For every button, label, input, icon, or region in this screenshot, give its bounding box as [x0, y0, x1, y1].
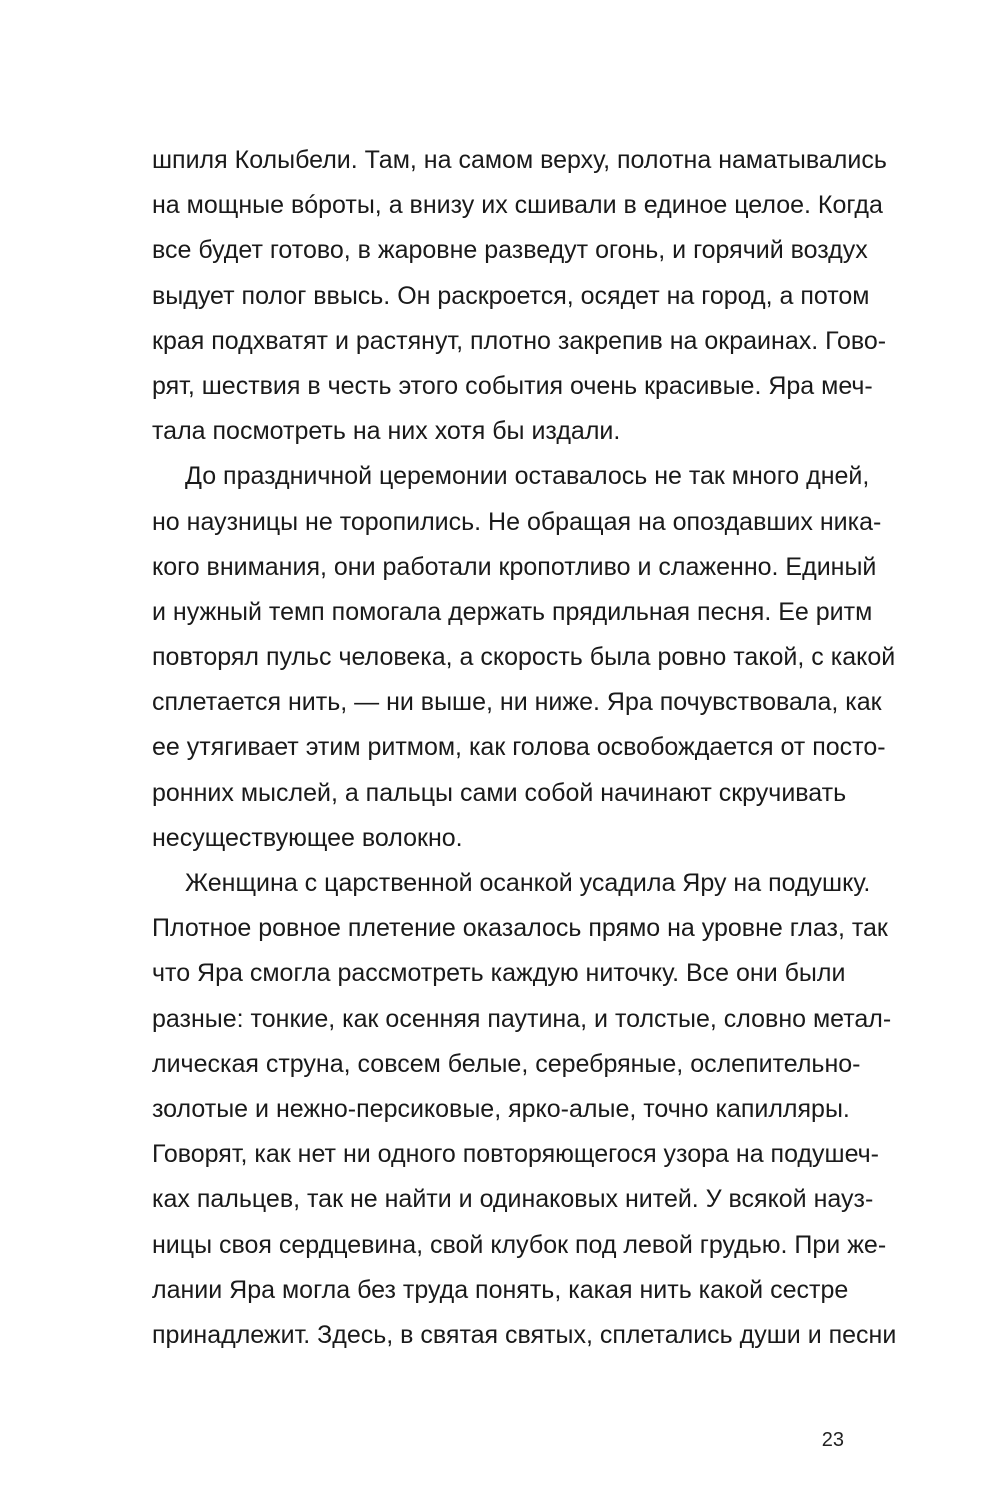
text-line: ках пальцев, так не найти и одинаковых нитей. У всякой науз-	[152, 1185, 874, 1214]
paragraph	[152, 138, 887, 454]
text-line: и нужный темп помогала держать прядильная песня. Ее ритм	[152, 597, 873, 626]
text-line: ронних мыслей, а пальцы сами собой начинают скручивать	[152, 778, 847, 807]
text-line: Плотное ровное плетение оказалось прямо на уровне глаз, так	[152, 914, 888, 943]
page-number: 23	[821, 1429, 844, 1451]
text-line: тала посмотреть на них хотя бы издали.	[152, 417, 621, 446]
text-line: что Яра смогла рассмотреть каждую ниточку. Все они были	[152, 959, 846, 988]
text-line: повторял пульс человека, а скорость была ровно такой, с какой	[152, 643, 896, 672]
text-line: кого внимания, они работали кропотливо и слаженно. Единый	[152, 552, 877, 581]
text-line: выдует полог ввысь. Он раскроется, осядет на город, а потом	[152, 281, 870, 310]
text-line: разные: тонкие, как осенняя паутина, и толстые, словно метал-	[152, 1004, 892, 1033]
body-text	[152, 138, 897, 1358]
text-line: Женщина с царственной осанкой усадила Яру на подушку.	[185, 869, 871, 897]
text-line: лическая струна, совсем белые, серебряные, ослепительно-	[152, 1049, 861, 1078]
text-line: сплетается нить, — ни выше, ни ниже. Яра почувствовала, как	[152, 688, 882, 717]
text-line: До праздничной церемонии оставалось не так много дней,	[185, 462, 870, 491]
paragraph	[152, 861, 897, 1358]
text-line: но наузницы не торопились. Не обращая на опоздавших ника-	[152, 507, 882, 536]
text-line: на мощные вóроты, а внизу их сшивали в единое целое. Когда	[152, 191, 883, 220]
text-line: золотые и нежно-персиковые, ярко-алые, точно капилляры.	[152, 1094, 850, 1123]
paragraph	[152, 454, 896, 861]
text-line: несуществующее волокно.	[152, 823, 463, 852]
text-line: лании Яра могла без труда понять, какая нить какой сестре	[152, 1275, 849, 1304]
text-line: Говорят, как нет ни одного повторяющегося узора на подушеч-	[152, 1140, 880, 1169]
text-line: все будет готово, в жаровне разведут огонь, и горячий воздух	[152, 236, 868, 265]
text-line: ее утягивает этим ритмом, как голова освобождается от посто-	[152, 733, 886, 762]
text-line: ницы своя сердцевина, свой клубок под левой грудью. При же-	[152, 1230, 887, 1259]
text-line: рят, шествия в честь этого события очень красивые. Яра меч-	[152, 371, 873, 400]
text-line: шпиля Колыбели. Там, на самом верху, полотна наматывались	[152, 146, 887, 174]
text-line: края подхватят и растянут, плотно закрепив на окраинах. Гово-	[152, 326, 887, 355]
text-line: принадлежит. Здесь, в святая святых, сплетались души и песни	[152, 1320, 897, 1349]
